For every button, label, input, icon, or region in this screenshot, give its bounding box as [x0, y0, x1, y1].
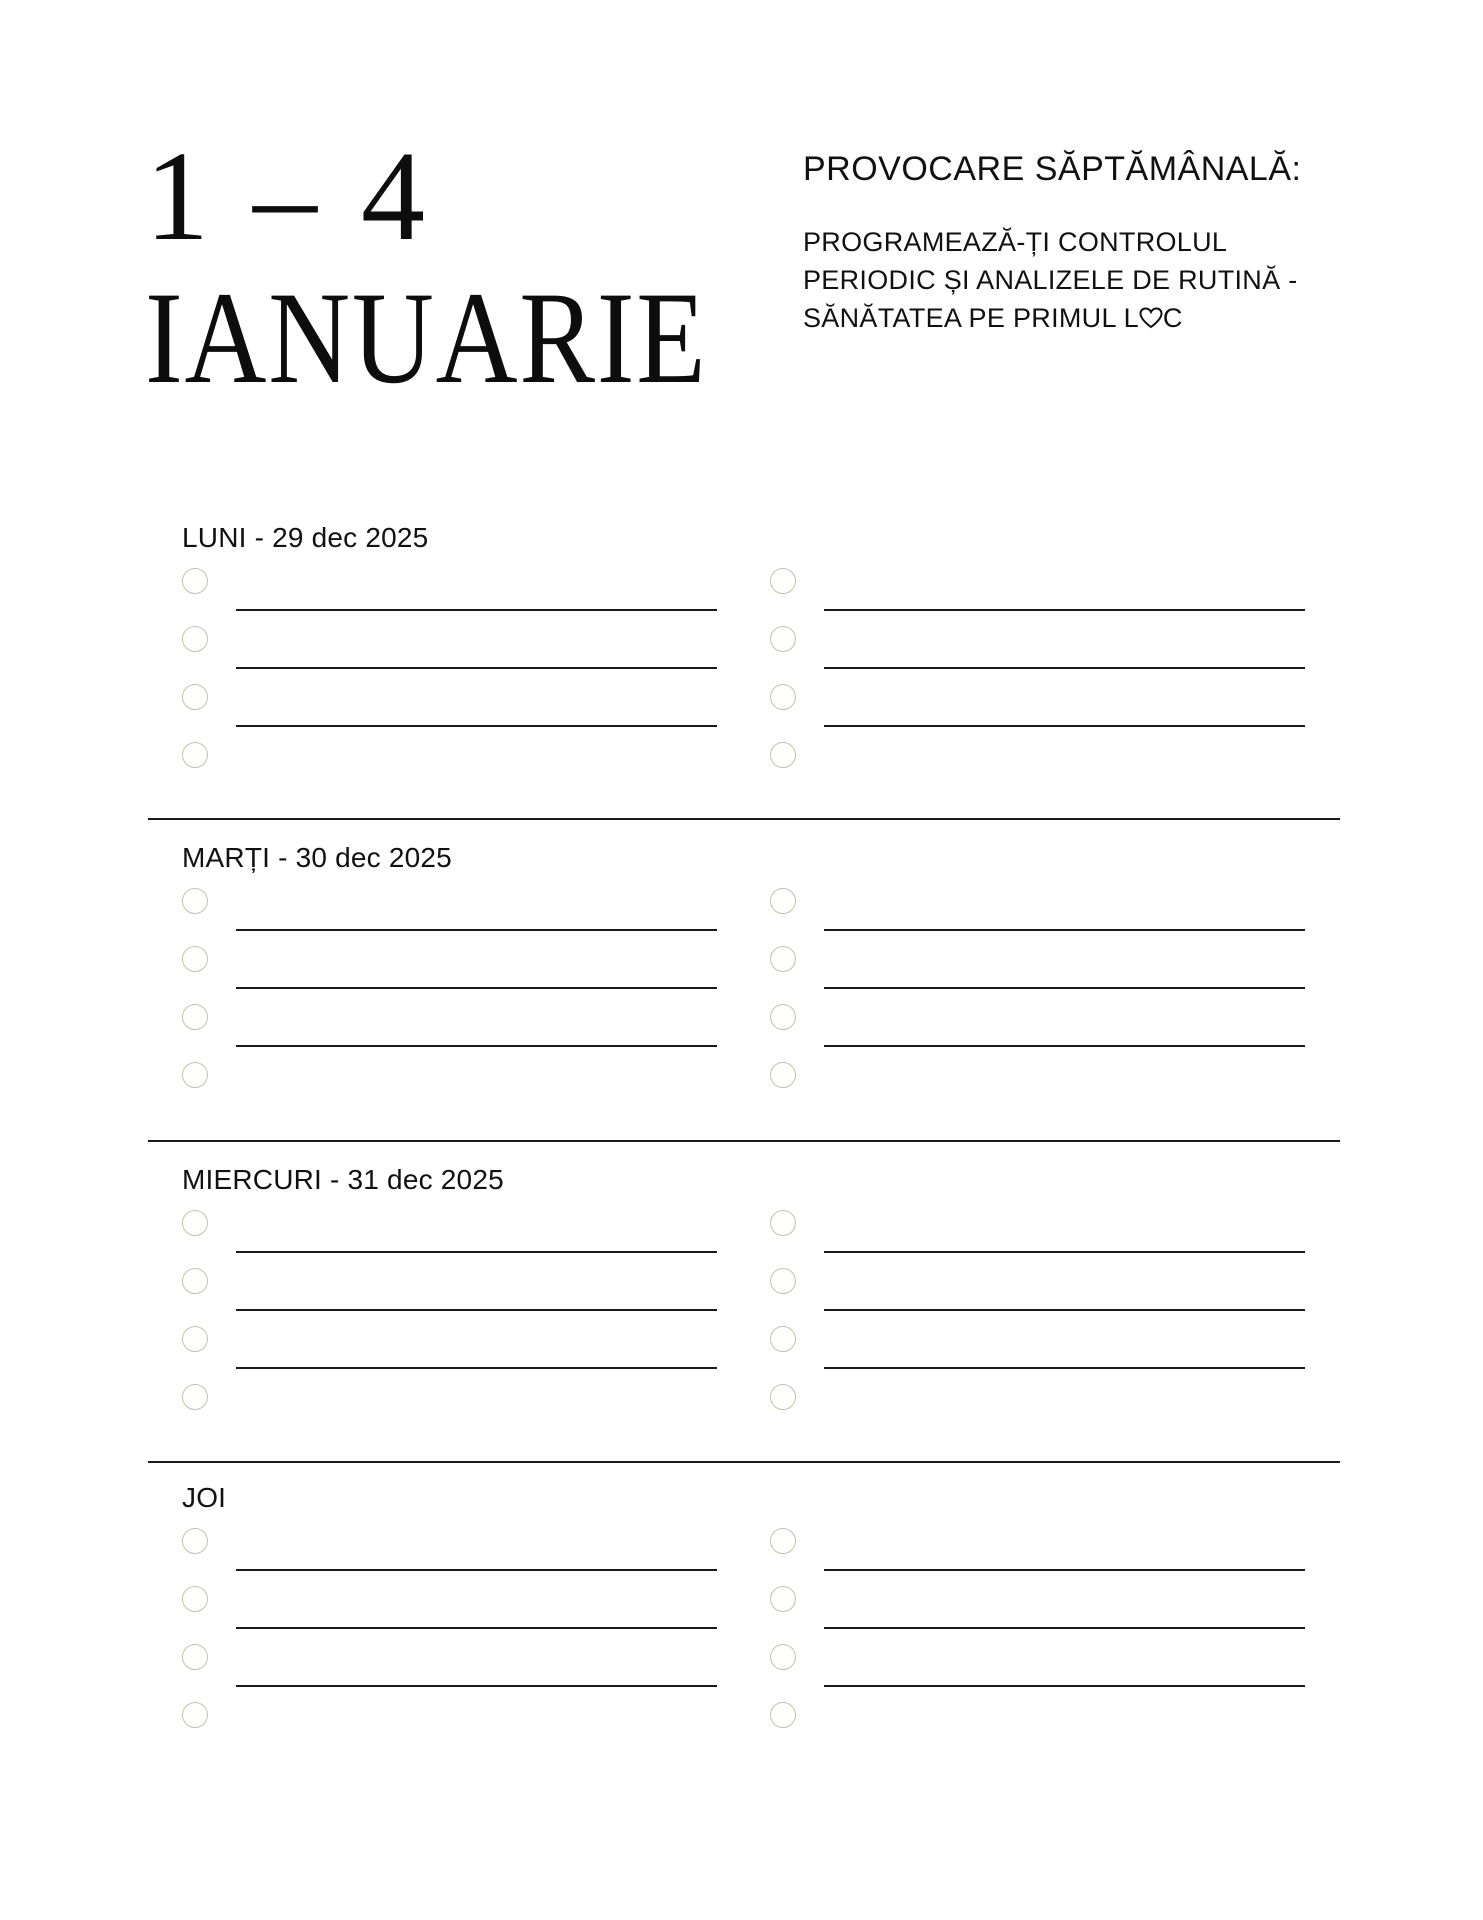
heart-icon [1139, 299, 1163, 337]
day-divider [148, 1140, 1340, 1142]
task-line[interactable] [824, 1045, 1305, 1047]
task-line[interactable] [236, 1367, 717, 1369]
task-checkbox[interactable] [770, 742, 796, 768]
task-checkbox[interactable] [182, 568, 208, 594]
date-range: 1 – 4 [145, 125, 431, 267]
task-line[interactable] [824, 725, 1305, 727]
challenge-text-part-2: C [1162, 303, 1183, 333]
task-checkbox[interactable] [182, 1004, 208, 1030]
task-checkbox[interactable] [770, 568, 796, 594]
task-checkbox[interactable] [182, 888, 208, 914]
task-line[interactable] [824, 929, 1305, 931]
day-divider [148, 818, 1340, 820]
task-line[interactable] [236, 1569, 717, 1571]
task-checkbox[interactable] [770, 1062, 796, 1088]
task-line[interactable] [824, 609, 1305, 611]
task-line[interactable] [236, 929, 717, 931]
task-checkbox[interactable] [182, 684, 208, 710]
task-checkbox[interactable] [182, 946, 208, 972]
task-line[interactable] [236, 987, 717, 989]
task-line[interactable] [824, 1367, 1305, 1369]
task-checkbox[interactable] [182, 1062, 208, 1088]
task-checkbox[interactable] [182, 1702, 208, 1728]
task-line[interactable] [236, 1045, 717, 1047]
task-line[interactable] [824, 667, 1305, 669]
day-divider [148, 1461, 1340, 1463]
weekly-challenge-title: PROVOCARE SĂPTĂMÂNALĂ: [803, 150, 1302, 188]
task-checkbox[interactable] [770, 1528, 796, 1554]
task-line[interactable] [824, 1309, 1305, 1311]
weekly-challenge-text [803, 223, 1363, 337]
day-label: JOI [182, 1482, 227, 1513]
task-checkbox[interactable] [182, 742, 208, 768]
task-checkbox[interactable] [770, 1210, 796, 1236]
task-checkbox[interactable] [182, 1268, 208, 1294]
task-checkbox[interactable] [770, 1268, 796, 1294]
task-line[interactable] [236, 1685, 717, 1687]
task-checkbox[interactable] [770, 1326, 796, 1352]
task-line[interactable] [824, 1251, 1305, 1253]
task-line[interactable] [824, 1627, 1305, 1629]
task-checkbox[interactable] [770, 1702, 796, 1728]
task-line[interactable] [236, 1627, 717, 1629]
task-line[interactable] [236, 667, 717, 669]
day-label: MARȚI - 30 dec 2025 [182, 842, 452, 873]
task-checkbox[interactable] [182, 1384, 208, 1410]
task-checkbox[interactable] [770, 1586, 796, 1612]
task-checkbox[interactable] [770, 684, 796, 710]
task-line[interactable] [824, 1569, 1305, 1571]
task-checkbox[interactable] [770, 1644, 796, 1670]
task-checkbox[interactable] [182, 1326, 208, 1352]
task-checkbox[interactable] [182, 1528, 208, 1554]
day-label: MIERCURI - 31 dec 2025 [182, 1164, 504, 1195]
challenge-text-part-1: PROGRAMEAZĂ-ȚI CONTROLUL PERIODIC ȘI ANALIZELE DE RUTINĂ - SĂNĂTATEA PE PRIMUL L [803, 227, 1298, 333]
day-label: LUNI - 29 dec 2025 [182, 522, 429, 553]
task-checkbox[interactable] [770, 1384, 796, 1410]
task-checkbox[interactable] [182, 1644, 208, 1670]
task-checkbox[interactable] [182, 1586, 208, 1612]
task-line[interactable] [824, 987, 1305, 989]
task-line[interactable] [236, 609, 717, 611]
task-checkbox[interactable] [770, 1004, 796, 1030]
task-checkbox[interactable] [770, 888, 796, 914]
task-checkbox[interactable] [182, 626, 208, 652]
task-line[interactable] [236, 1251, 717, 1253]
task-line[interactable] [236, 1309, 717, 1311]
month-title: IANUARIE [145, 264, 708, 411]
task-line[interactable] [824, 1685, 1305, 1687]
task-checkbox[interactable] [770, 626, 796, 652]
task-checkbox[interactable] [182, 1210, 208, 1236]
task-checkbox[interactable] [770, 946, 796, 972]
task-line[interactable] [236, 725, 717, 727]
